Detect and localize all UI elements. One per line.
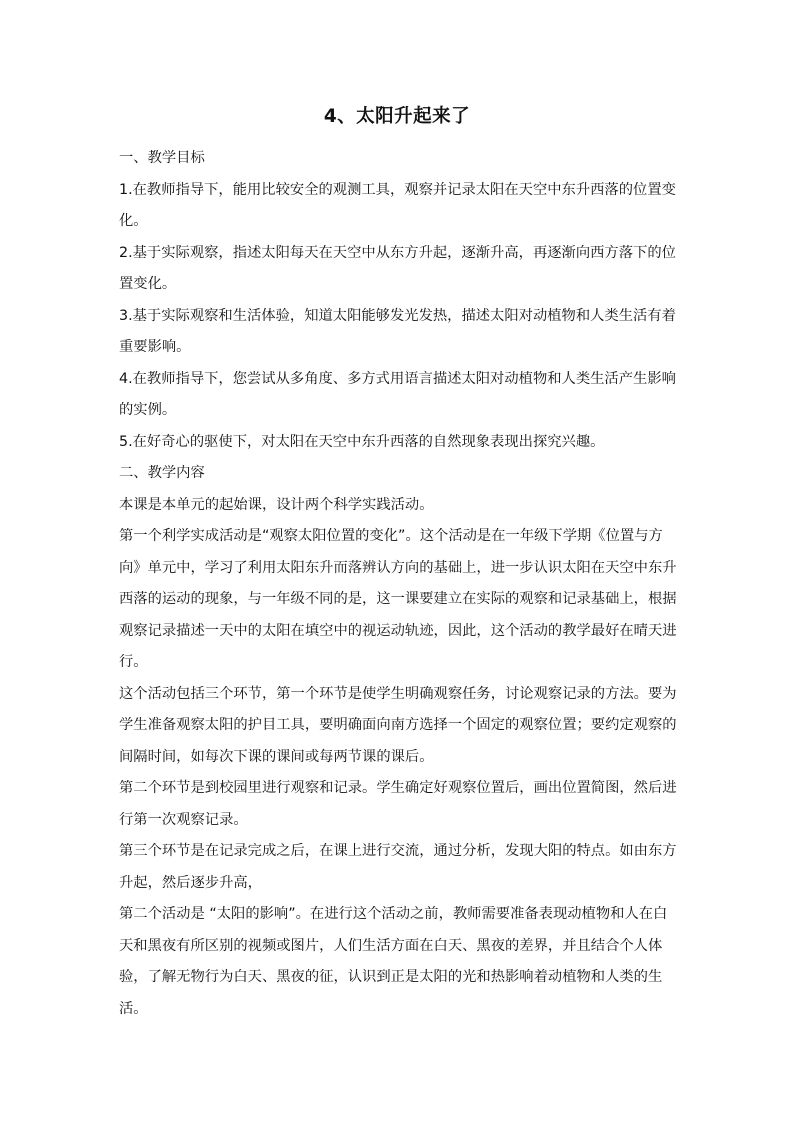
objective-item-3: 3.基于实际观察和生活体验，知道太阳能够发光发热，描述太阳对动植物和人类生活有着重要影响。 [119, 307, 676, 355]
content-paragraph-2: 第一个利学实成活动是“观察太阳位置的变化”。这个活动是在一年级下学期《位置与方向》单元中，学习了利用太阳东升而落辨认方向的基础上，进一步认识太阳在天空中东升西落的运动的现象，与一年级不同的是，这一课要建立在实际的观察和记录基础上，根据观察记录描述一天中的太阳在填空中的视运动轨迹，因此，这个活动的教学最好在晴天进行。 [119, 528, 677, 670]
content-paragraph-5: 第三个环节是在记录完成之后，在课上进行交流，通过分析，发现大阳的特点。如由东方升起，然后逐步升高， [119, 843, 677, 891]
objective-item-2: 2.基于实际观察，指述太阳每天在天空中从东方升起，逐渐升高，再逐渐向西方落下的位置变化。 [119, 244, 676, 292]
document-title: 4、太阳升起来了 [323, 106, 471, 127]
objective-item-5: 5.在好奇心的驱使下，对太阳在天空中东升西落的自然现象表现出探究兴趣。 [119, 433, 605, 450]
content-paragraph-3: 这个活动包括三个环节，第一个环节是使学生明确观察任务，讨论观察记录的方法。要为学生准备观察太阳的护目工具，要明确面向南方选择一个固定的观察位置；要约定观察的间隔时间，如每次下课的课间或每两节课的课后。 [119, 685, 677, 765]
objective-item-4: 4.在教师指导下，您尝试从多角度、多方式用语言描述太阳对动植物和人类生活产生影响的实例。 [119, 370, 676, 418]
content-paragraph-4: 第二个环节是到校园里进行观察和记录。学生确定好观察位置后，画出位置简图，然后进行第一次观察记录。 [119, 780, 677, 828]
section-heading-content: 二、教学内容 [119, 465, 205, 481]
content-paragraph-6: 第二个活动是 “太阳的影响”。在进行这个活动之前，教师需要准备表现动植物和人在白天和黑夜有所区别的视频或图片，人们生活方面在白天、黑夜的差界，并且结合个人体验，了解无物行为白天、黑夜的征，认识到正是太阳的光和热影响着动植物和人类的生活。 [119, 906, 668, 1017]
document-body [119, 143, 677, 1025]
section-heading-objectives: 一、教学目标 [119, 150, 205, 166]
objective-item-1: 1.在教师指导下，能用比较安全的观测工具，观察并记录太阳在天空中东升西落的位置变化。 [119, 181, 676, 229]
content-paragraph-1: 本课是本单元的起始课，设计两个科学实践活动。 [119, 496, 434, 513]
